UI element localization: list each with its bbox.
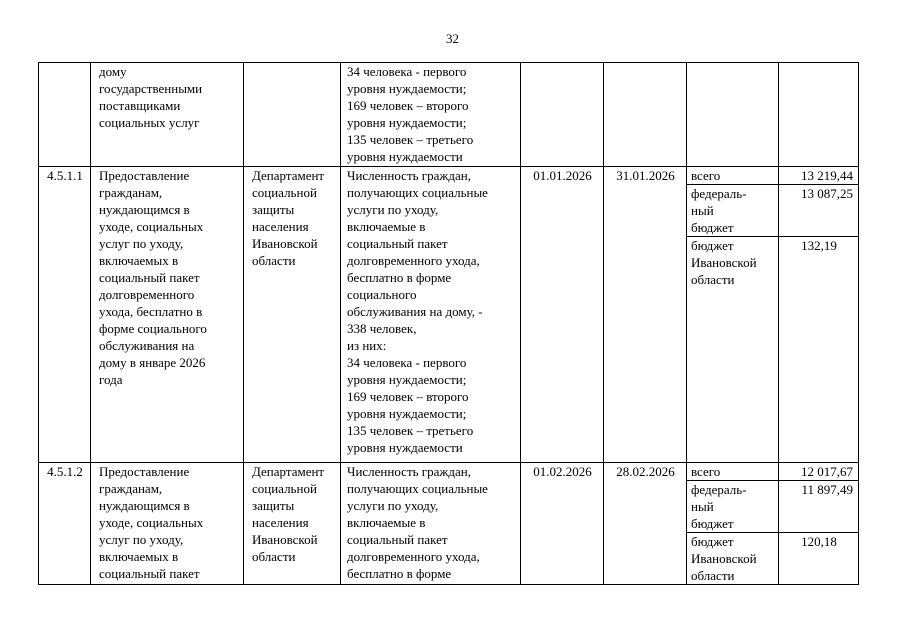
code-cell xyxy=(39,63,91,167)
funding-amount-cell: 13 219,44 xyxy=(779,167,859,185)
table-row-continuation xyxy=(39,63,859,167)
funding-source-cell: бюджет Ивановской области xyxy=(687,533,779,585)
end-date-cell: 28.02.2026 xyxy=(604,463,687,585)
table-row xyxy=(39,167,859,185)
funding-amount-cell: 132,19 xyxy=(779,237,859,463)
funding-source-cell: бюджет Ивановской области xyxy=(687,237,779,463)
end-date-cell xyxy=(604,63,687,167)
result-cell: Численность граждан, получающих социальные услуги по уходу, включаемые в социальный пакет долговременного ухода, бесплатно в форме социального обслуживания на дому, - 338 человек, из них: 34 человека - первого уровня нуждаемости; 169 человек – второго уровня нуждаемости; 135 человек – третьего уровня нуждаемости xyxy=(341,167,521,463)
funding-source-cell: федераль- ный бюджет xyxy=(687,481,779,533)
activity-name-cell: Предоставление гражданам, нуждающимся в уходе, социальных услуг по уходу, включаемых в социальный пакет долговременного ухода, бесплатно в форме социального обслуживания на дому в январе 2026 года xyxy=(91,167,244,463)
activities-table xyxy=(38,62,859,585)
funding-amount-cell: 12 017,67 xyxy=(779,463,859,481)
activity-name-cell: дому государственными поставщиками социальных услуг xyxy=(91,63,244,167)
result-cell: Численность граждан, получающих социальные услуги по уходу, включаемые в социальный пакет долговременного ухода, бесплатно в форме xyxy=(341,463,521,585)
start-date-cell xyxy=(521,63,604,167)
funding-amount-cell: 13 087,25 xyxy=(779,185,859,237)
end-date-cell: 31.01.2026 xyxy=(604,167,687,463)
code-cell: 4.5.1.1 xyxy=(39,167,91,463)
funding-source-cell: всего xyxy=(687,167,779,185)
start-date-cell: 01.01.2026 xyxy=(521,167,604,463)
activity-name-cell: Предоставление гражданам, нуждающимся в уходе, социальных услуг по уходу, включаемых в социальный пакет xyxy=(91,463,244,585)
table-row xyxy=(39,463,859,481)
funding-amount-cell: 120,18 xyxy=(779,533,859,585)
executor-cell: Департамент социальной защиты населения Ивановской области xyxy=(244,463,341,585)
funding-amount-cell: 11 897,49 xyxy=(779,481,859,533)
executor-cell xyxy=(244,63,341,167)
funding-source-cell: всего xyxy=(687,463,779,481)
start-date-cell: 01.02.2026 xyxy=(521,463,604,585)
code-cell: 4.5.1.2 xyxy=(39,463,91,585)
funding-source-cell xyxy=(687,63,779,167)
page-number: 32 xyxy=(446,31,459,46)
funding-amount-cell xyxy=(779,63,859,167)
executor-cell: Департамент социальной защиты населения Ивановской области xyxy=(244,167,341,463)
result-cell: 34 человека - первого уровня нуждаемости; 169 человек – второго уровня нуждаемости; 135 человек – третьего уровня нуждаемости xyxy=(341,63,521,167)
funding-source-cell: федераль- ный бюджет xyxy=(687,185,779,237)
